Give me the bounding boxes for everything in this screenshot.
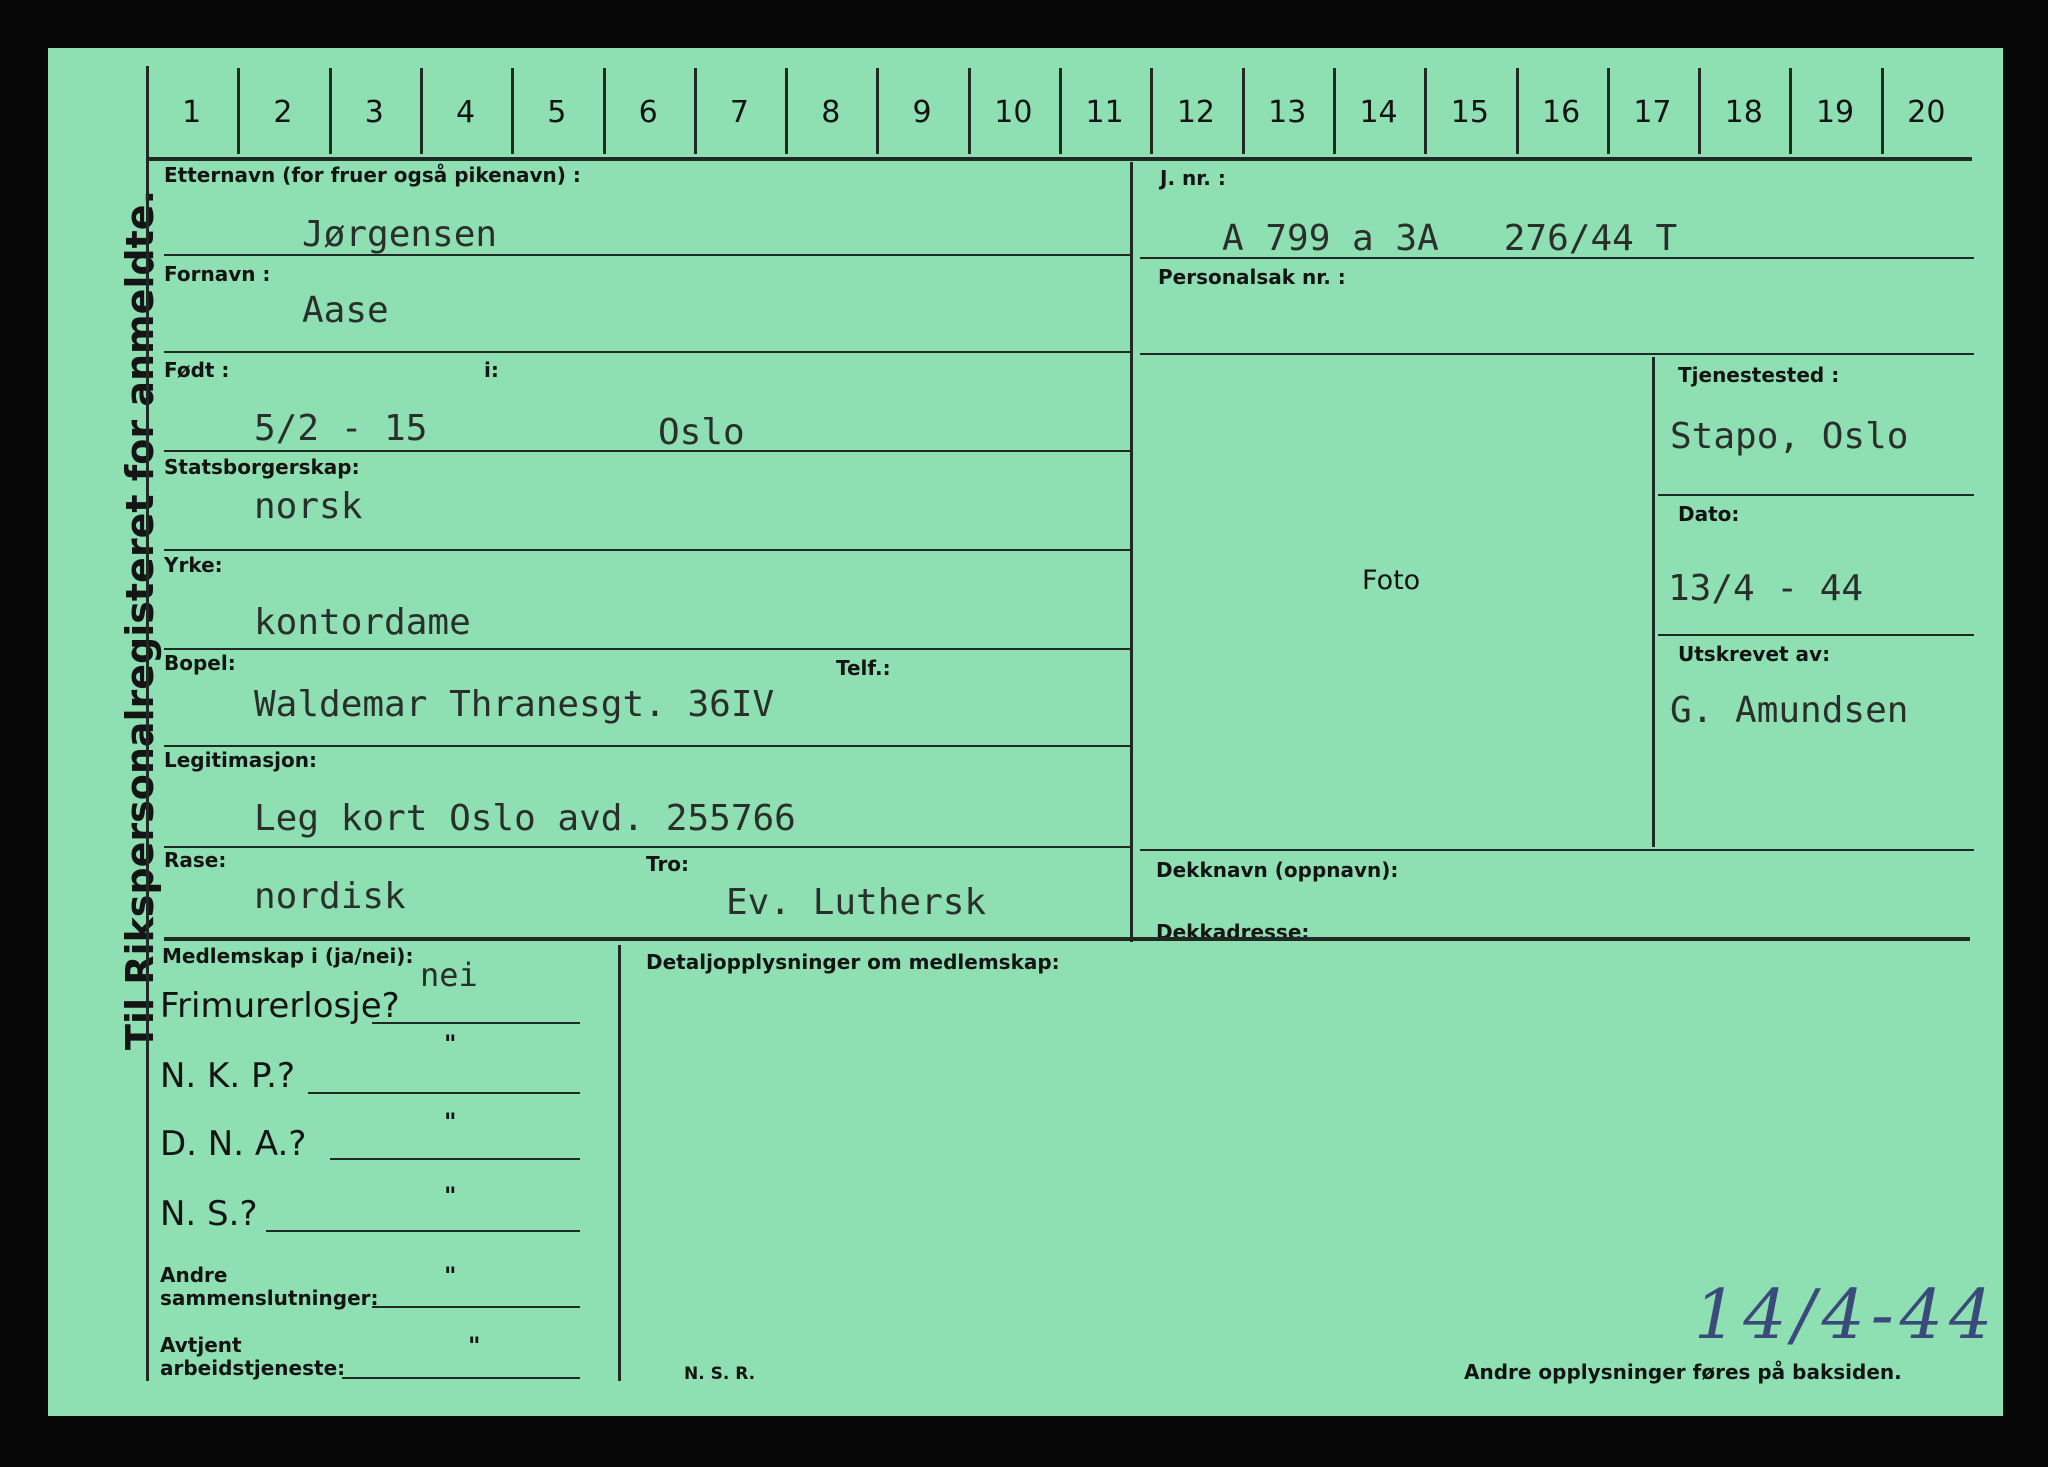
label-andre-line2: sammenslutninger: [160,1286,379,1310]
line-tjenestested [1658,494,1974,496]
header-number-4: 4 [456,95,476,130]
line-bopel [164,745,1132,747]
header-number-15: 15 [1450,95,1489,130]
value-legitimasjon: Leg kort Oslo avd. 255766 [254,798,796,839]
header-number-1: 1 [182,95,202,130]
ditto-nkp: " [444,1030,457,1058]
header-number-14: 14 [1359,95,1398,130]
label-tjenestested: Tjenestested : [1678,363,1840,387]
header-column-divider [420,68,423,154]
label-fornavn: Fornavn : [164,262,271,286]
label-avtjent-line2: arbeidstjeneste: [160,1356,346,1380]
ditto-ns: " [444,1182,457,1210]
header-number-19: 19 [1815,95,1855,130]
value-fodt-sted: Oslo [658,412,745,453]
line-dato [1658,634,1974,636]
line-frimurer [372,1022,580,1024]
header-number-18: 18 [1724,95,1763,130]
header-column-divider [785,68,788,154]
line-fornavn [164,351,1132,353]
line-nkp [308,1092,580,1094]
line-dekknavn-top [1140,849,1974,851]
header-number-13: 13 [1268,95,1307,130]
header-number-9: 9 [912,95,932,130]
value-utskrevet: G. Amundsen [1670,690,1909,731]
label-ns: N. S.? [160,1194,258,1234]
value-bopel: Waldemar Thranesgt. 36IV [254,684,775,725]
label-bopel: Bopel: [164,651,236,675]
side-title: Til Rikspersonalregisteret for anmeldte. [118,189,162,1050]
header-column-divider [1150,68,1153,154]
header-column-divider [1698,68,1701,154]
value-fodt-dato: 5/2 - 15 [254,408,428,449]
label-fodt-i: i: [484,358,499,382]
header-number-20: 20 [1907,95,1946,130]
value-frimurer: nei [420,956,478,994]
label-avtjent-line1: Avtjent [160,1333,242,1357]
label-etternavn: Etternavn (for fruer også pikenavn) : [164,163,581,187]
label-dekknavn: Dekknavn (oppnavn): [1156,858,1399,882]
header-column-divider [968,68,971,154]
label-legitimasjon: Legitimasjon: [164,748,317,772]
header-number-8: 8 [821,95,841,130]
label-medlemskap: Medlemskap i (ja/nei): [162,944,414,968]
ditto-dna: " [444,1108,457,1136]
header-column-divider [1881,68,1884,154]
label-frimurer: Frimurerlosje? [160,986,400,1026]
label-utskrevet: Utskrevet av: [1678,642,1831,666]
line-fodt [164,450,1132,452]
header-number-11: 11 [1085,95,1124,130]
label-nsr: N. S. R. [684,1364,756,1384]
header-number-3: 3 [364,95,384,130]
header-column-divider [876,68,879,154]
header-column-divider [1789,68,1792,154]
membership-divider [618,945,621,1381]
header-column-divider [1059,68,1062,154]
label-tro: Tro: [646,852,690,876]
value-etternavn: Jørgensen [302,214,498,255]
header-number-5: 5 [547,95,567,130]
header-column-divider [329,68,332,154]
label-telf: Telf.: [836,656,891,680]
line-avtjent [342,1377,580,1379]
header-column-divider [237,68,240,154]
line-personalsak [1140,353,1974,355]
header-bottom-line [146,157,1972,161]
header-column-divider [603,68,606,154]
header-column-divider [1516,68,1519,154]
header-column-divider [511,68,514,154]
photo-placeholder-label: Foto [1362,565,1421,596]
value-tro: Ev. Luthersk [726,882,987,923]
value-yrke: kontordame [254,602,471,643]
label-statsborgerskap: Statsborgerskap: [164,455,360,479]
label-dato: Dato: [1678,502,1740,526]
center-divider-line [1130,162,1133,942]
header-number-10: 10 [994,95,1033,130]
header-number-7: 7 [729,95,749,130]
label-personalsak: Personalsak nr. : [1158,265,1346,289]
label-detaljer: Detaljopplysninger om medlemskap: [646,950,1060,974]
line-yrke [164,648,1132,650]
footer-note: Andre opplysninger føres på baksiden. [1464,1360,1902,1384]
header-column-divider [1424,68,1427,154]
value-dato: 13/4 - 44 [1668,568,1864,609]
header-column-divider [1333,68,1336,154]
line-dna [330,1158,580,1160]
label-fodt: Født : [164,358,230,382]
ditto-avtjent: " [468,1332,481,1360]
header-number-2: 2 [273,95,293,130]
line-andre [372,1306,580,1308]
left-border-line [146,66,149,1381]
label-jnr: J. nr. : [1160,166,1226,190]
line-etternavn [164,254,1132,256]
label-dekkadresse: Dekkadresse: [1156,920,1310,944]
value-statsborgerskap: norsk [254,486,363,527]
membership-section-top-line [164,937,1970,941]
header-number-17: 17 [1633,95,1672,130]
header-column-divider [694,68,697,154]
header-column-divider [1242,68,1245,154]
header-number-16: 16 [1542,95,1581,130]
header-number-12: 12 [1176,95,1216,130]
handwritten-date: 14/4-44 [1694,1276,1999,1355]
line-jnr [1140,257,1974,259]
label-nkp: N. K. P.? [160,1056,296,1096]
header-column-divider [1607,68,1610,154]
line-statsborgerskap [164,549,1132,551]
line-ns [266,1230,580,1232]
value-tjenestested: Stapo, Oslo [1670,416,1909,457]
label-rase: Rase: [164,848,227,872]
value-jnr: A 799 a 3A 276/44 T [1222,218,1678,259]
value-rase: nordisk [254,876,406,917]
label-dna: D. N. A.? [160,1124,307,1164]
line-legitimasjon [164,846,1132,848]
label-andre-line1: Andre [160,1263,228,1287]
photo-right-divider [1652,357,1655,847]
label-yrke: Yrke: [164,553,223,577]
value-fornavn: Aase [302,290,389,331]
ditto-andre: " [444,1262,457,1290]
header-number-6: 6 [638,95,658,130]
